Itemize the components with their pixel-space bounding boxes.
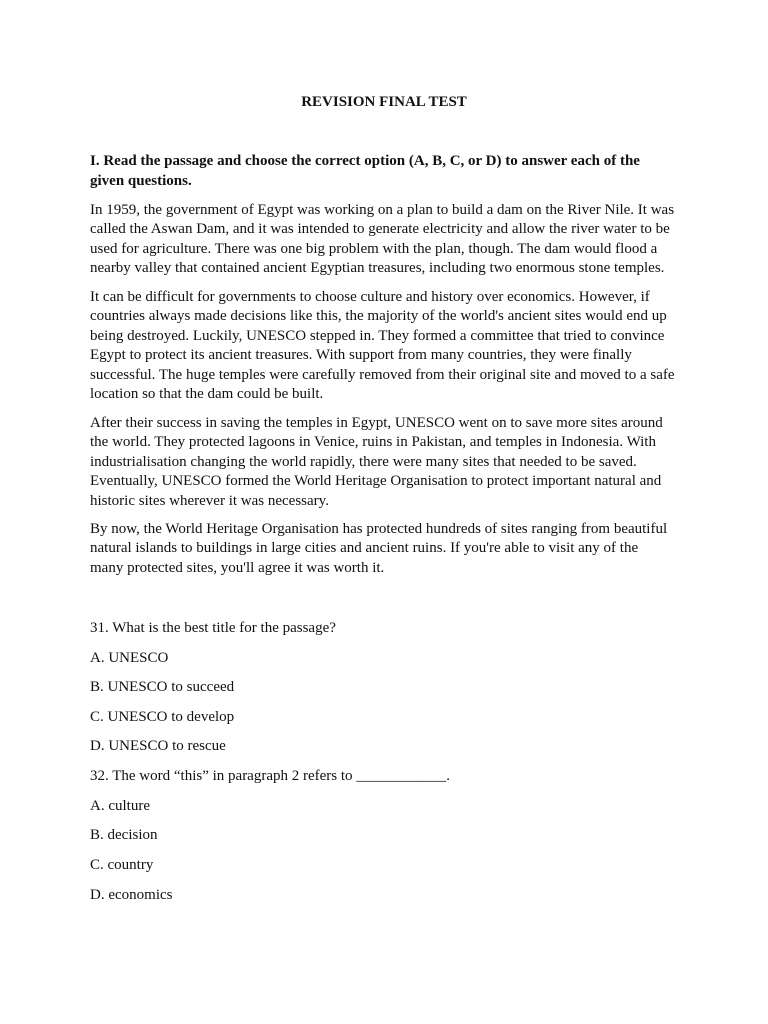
question-32-option-d: D. economics: [90, 887, 173, 903]
section-instruction: [90, 152, 682, 191]
question-32-option-a: A. culture: [90, 798, 150, 814]
passage-line: By now, the World Heritage Organisation has protected hundreds of sites ranging from beautiful: [90, 521, 668, 537]
passage-line: successful. The huge temples were carefully removed from their original site and moved to a safe: [90, 366, 675, 383]
passage-line: It can be difficult for governments to choose culture and history over economics. However, if: [90, 289, 650, 305]
instruction-line: given questions.: [90, 172, 192, 189]
question-31-option-a: A. UNESCO: [90, 650, 169, 666]
question-32: 32. The word “this” in paragraph 2 refers to ____________.: [90, 768, 451, 784]
passage-paragraph-1: [90, 201, 682, 279]
passage-line: called the Aswan Dam, and it was intended to generate electricity and allow the river water to be: [90, 221, 670, 238]
passage-line: location so that the dam could be built.: [90, 386, 324, 403]
passage-line: the world. They protected lagoons in Venice, ruins in Pakistan, and temples in Indonesia. With: [90, 434, 656, 451]
question-31-option-d: D. UNESCO to rescue: [90, 738, 226, 754]
passage-paragraph-2: [90, 288, 682, 404]
question-32-option-c: C. country: [90, 857, 154, 873]
passage-line: countries always made decisions like this, the majority of the world's ancient sites would end up: [90, 308, 667, 325]
instruction-line: I. Read the passage and choose the correct option (A, B, C, or D) to answer each of the: [90, 153, 640, 169]
passage-line: Eventually, UNESCO formed the World Heritage Organisation to protect important natural and: [90, 473, 662, 490]
passage-line: After their success in saving the temples in Egypt, UNESCO went on to save more sites around: [90, 415, 663, 431]
question-31-option-c: C. UNESCO to develop: [90, 709, 235, 725]
question-31: 31. What is the best title for the passage?: [90, 620, 336, 636]
passage-line: being destroyed. Luckily, UNESCO stepped in. They formed a committee that tried to convince: [90, 327, 665, 344]
passage-line: industrialisation changing the world rapidly, there were many sites that needed to be saved.: [90, 453, 637, 470]
passage-line: used for agriculture. There was one big problem with the plan, though. The dam would flood a: [90, 240, 658, 257]
passage-paragraph-3: [90, 414, 682, 511]
passage-line: many protected sites, you'll agree it was worth it.: [90, 559, 385, 576]
passage-line: In 1959, the government of Egypt was working on a plan to build a dam on the River Nile. It was: [90, 202, 675, 218]
question-31-option-b: B. UNESCO to succeed: [90, 679, 235, 695]
passage-line: historic sites wherever it was necessary.: [90, 492, 329, 509]
passage-paragraph-4: [90, 520, 682, 578]
passage-line: Egypt to protect its ancient treasures. With support from many countries, they were finally: [90, 347, 632, 364]
document-title: REVISION FINAL TEST: [301, 94, 467, 110]
passage-line: natural islands to buildings in large cities and ancient ruins. If you're able to visit any of the: [90, 540, 639, 557]
passage-line: nearby valley that contained ancient Egyptian treasures, including two enormous stone temples.: [90, 260, 665, 277]
question-32-option-b: B. decision: [90, 827, 158, 843]
